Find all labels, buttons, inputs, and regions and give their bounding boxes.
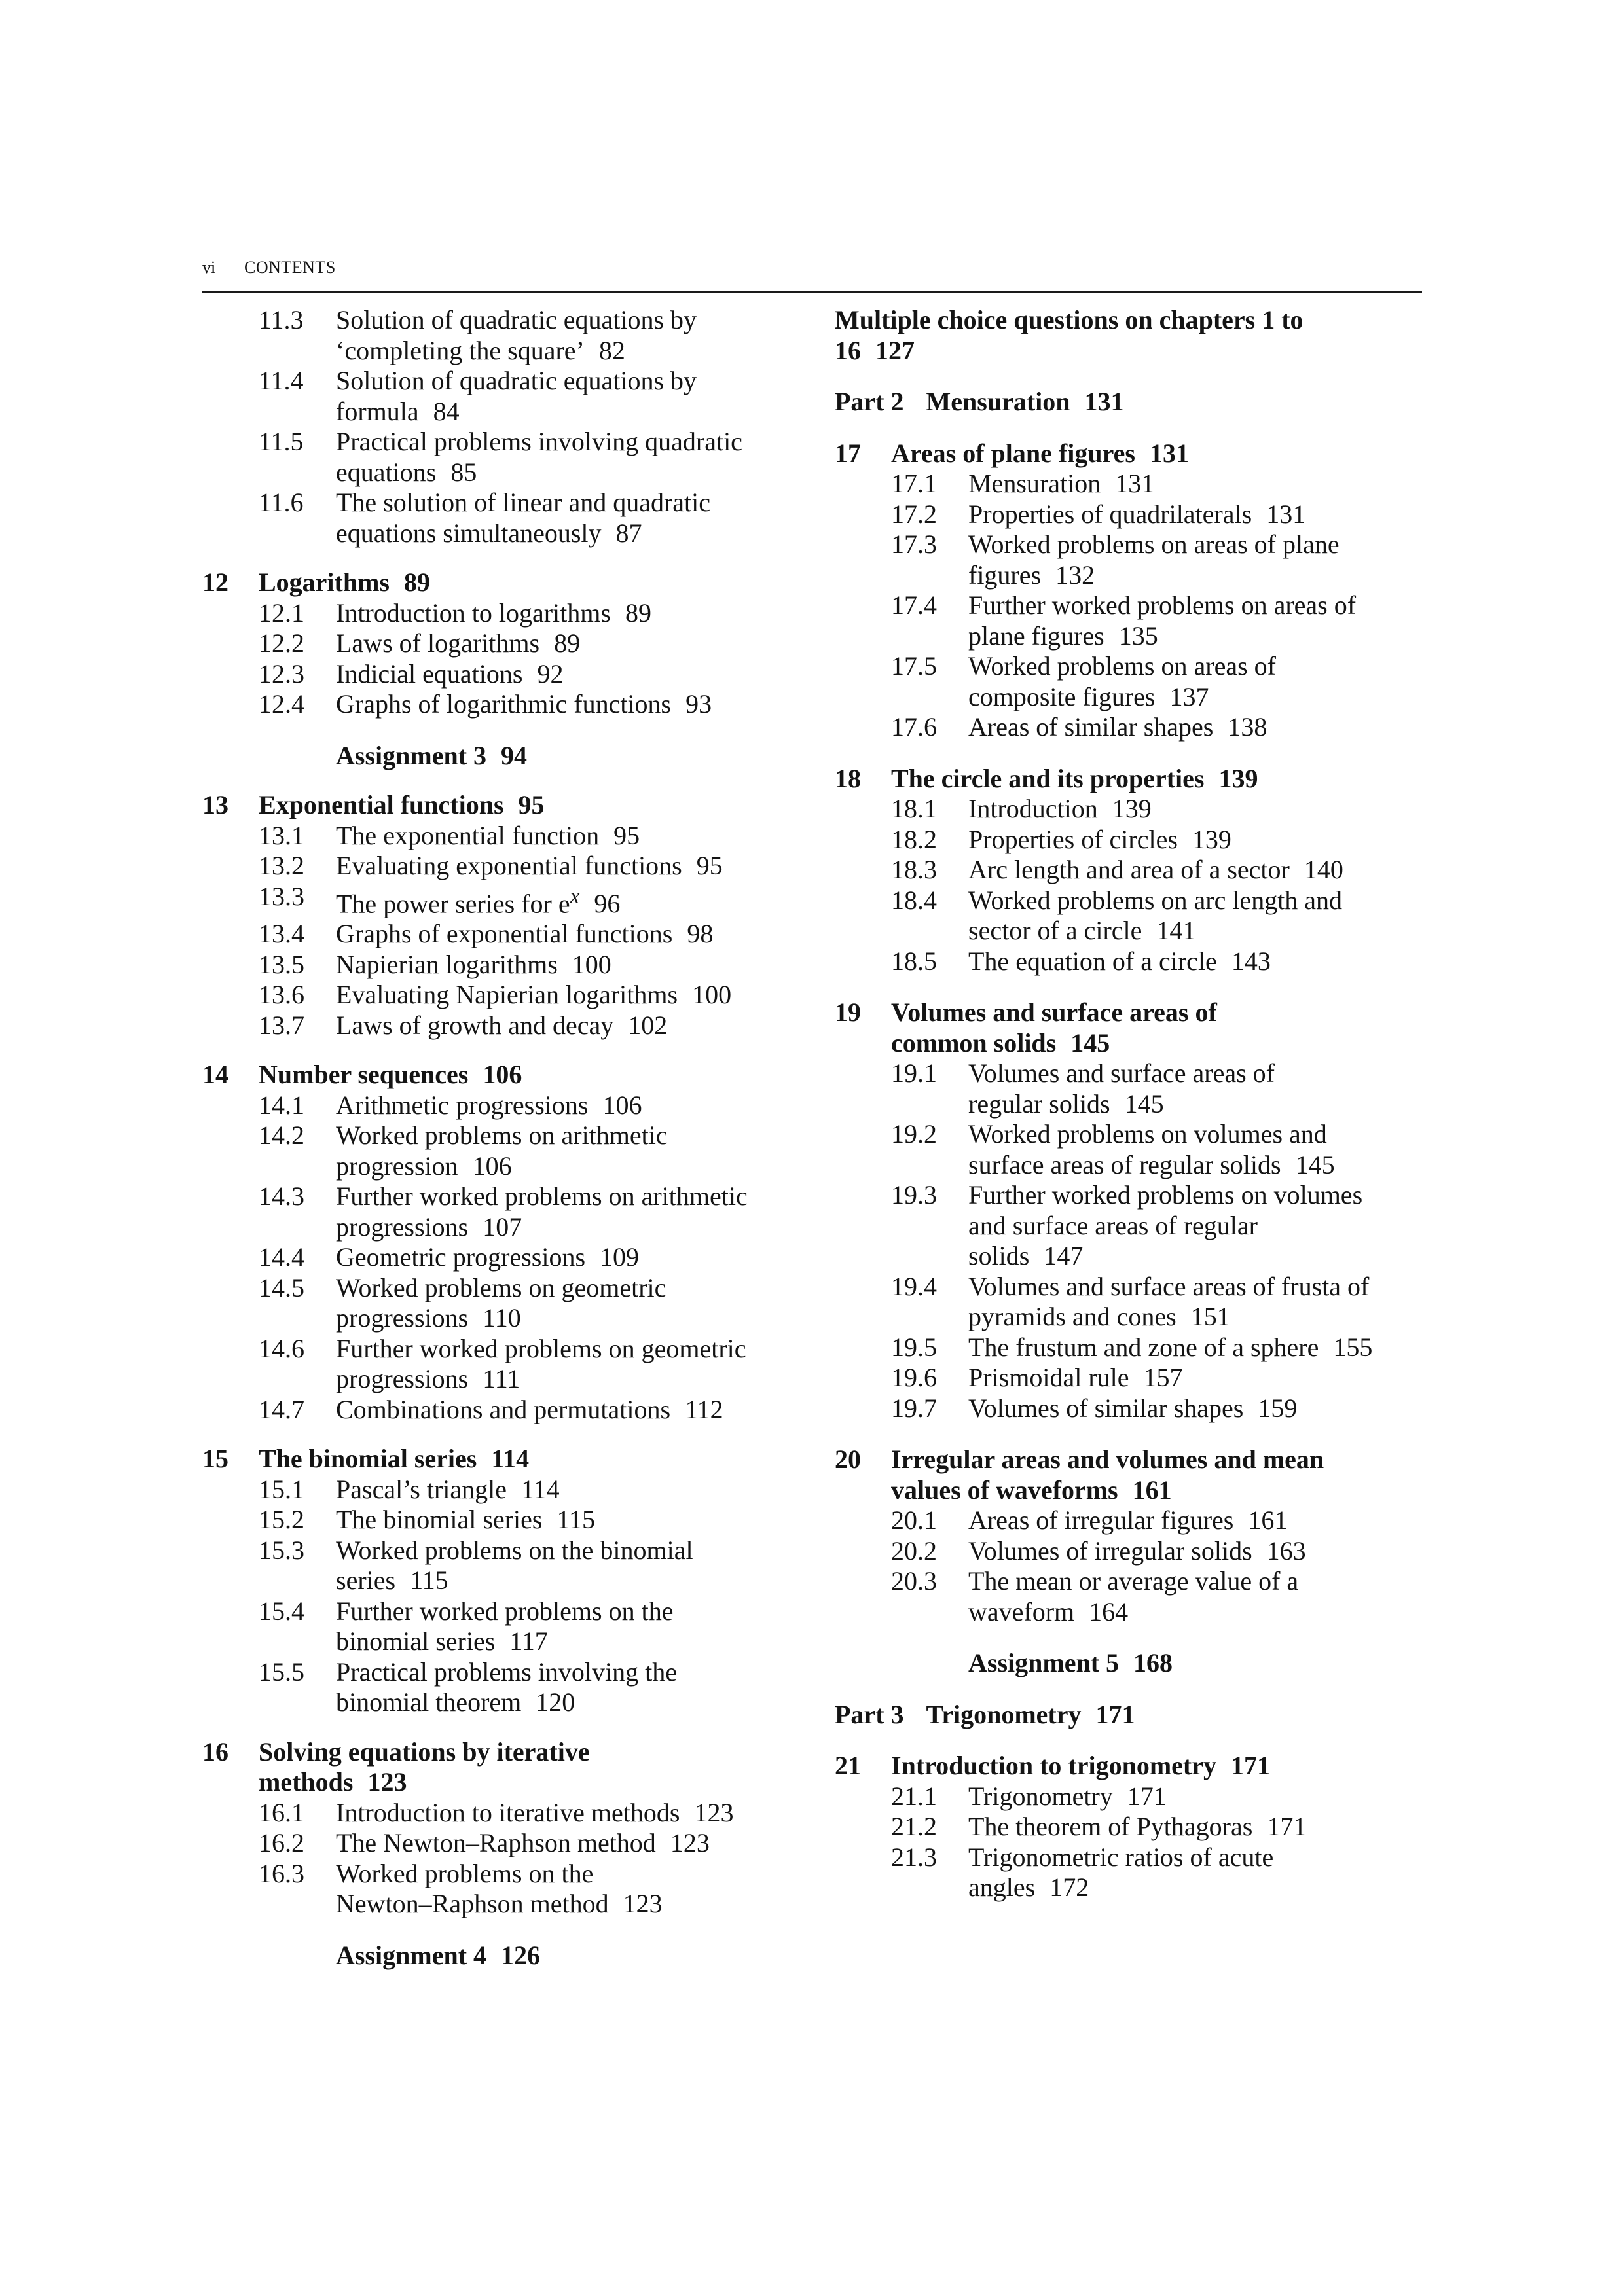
- assignment-3: Assignment 3 94: [336, 740, 528, 770]
- chapter-title: Introduction to trigonometry: [891, 1751, 1216, 1780]
- chapter-heading-12: 12 Logarithms 89: [202, 567, 430, 597]
- toc-entry-16-2: 16.2 The Newton–Raphson method 123: [259, 1828, 710, 1858]
- toc-entry-19-4: 19.4 Volumes and surface areas of frusta of pyramids and cones 151: [891, 1271, 1370, 1331]
- mcq-heading: Multiple choice questions on chapters 1 to 16 127: [835, 305, 1304, 365]
- chapter-heading-17: 17 Areas of plane figures 131: [835, 438, 1189, 468]
- toc-entry-11-3: 11.3 Solution of quadratic equations by ‘completing the square’ 82: [202, 305, 792, 366]
- entry-title: Solution of quadratic equations by: [336, 305, 697, 334]
- toc-entry-13-7: 13.7 Laws of growth and decay 102: [259, 1010, 668, 1040]
- entry-title: The solution of linear and quadratic: [336, 488, 711, 517]
- assignment-4: Assignment 4 126: [336, 1940, 541, 1970]
- toc-entry-17-5: 17.5 Worked problems on areas of composite figures 137: [891, 651, 1276, 711]
- chapter-title-cont: common solids: [891, 1028, 1057, 1058]
- chapter-title: Solving equations by iterative: [259, 1736, 590, 1767]
- chapter-title: Volumes and surface areas of: [891, 997, 1217, 1027]
- page-ref: 84: [433, 396, 460, 426]
- chapter-heading-21: 21 Introduction to trigonometry 171: [835, 1751, 1270, 1780]
- entry-title-cont: formula: [336, 396, 419, 426]
- toc-entry-15-2: 15.2 The binomial series 115: [259, 1505, 595, 1535]
- toc-entry-20-2: 20.2 Volumes of irregular solids 163: [891, 1535, 1306, 1566]
- toc-entry-11-6: 11.6 The solution of linear and quadratic equations simultaneously 87: [202, 488, 792, 548]
- toc-entry-19-7: 19.7 Volumes of similar shapes 159: [891, 1393, 1298, 1423]
- toc-entry-13-1: 13.1 The exponential function 95: [259, 820, 640, 850]
- entry-title: Practical problems involving quadratic: [336, 427, 742, 456]
- part-3-heading: Part 3 Trigonometry 171: [835, 1699, 1135, 1729]
- running-header: [202, 257, 1422, 293]
- toc-entry-20-3: 20.3 The mean or average value of a waveform 164: [891, 1566, 1299, 1626]
- toc-entry-17-1: 17.1 Mensuration 131: [891, 469, 1155, 498]
- toc-right-column: [835, 305, 1424, 1903]
- toc-entry-14-6: 14.6 Further worked problems on geometric progressions 111: [259, 1333, 746, 1394]
- toc-left-column: [202, 305, 792, 1971]
- page-number: vi: [202, 258, 216, 277]
- chapter-title: Logarithms: [259, 567, 390, 597]
- toc-entry-11-5: 11.5 Practical problems involving quadratic equations 85: [202, 427, 792, 488]
- toc-entry-18-4: 18.4 Worked problems on arc length and sector of a circle 141: [891, 885, 1343, 945]
- chapter-heading-20: 20 Irregular areas and volumes and mean values of waveforms 161: [835, 1444, 1424, 1505]
- entry-title: Solution of quadratic equations by: [336, 366, 697, 395]
- page-ref: 87: [615, 518, 642, 548]
- entry-title-cont: ‘completing the square’: [336, 335, 585, 365]
- toc-entry-14-2: 14.2 Worked problems on arithmetic progression 106: [259, 1121, 668, 1181]
- toc-entry-11-4: 11.4 Solution of quadratic equations by formula 84: [202, 366, 792, 427]
- toc-entry-18-1: 18.1 Introduction 139: [891, 794, 1152, 823]
- toc-entry-13-6: 13.6 Evaluating Napierian logarithms 100: [259, 980, 732, 1010]
- chapter-heading-13: 13 Exponential functions 95: [202, 790, 545, 819]
- toc-entry-18-3: 18.3 Arc length and area of a sector 140: [891, 855, 1343, 884]
- toc-entry-20-1: 20.1 Areas of irregular figures 161: [891, 1505, 1288, 1535]
- chapter-title: Areas of plane figures: [891, 438, 1135, 468]
- chapter-title: The binomial series: [259, 1444, 477, 1474]
- part-title: Trigonometry: [926, 1699, 1082, 1729]
- chapter-title-cont: values of waveforms: [891, 1475, 1118, 1505]
- chapter-title-cont: methods: [259, 1767, 354, 1797]
- toc-entry-17-2: 17.2 Properties of quadrilaterals 131: [891, 499, 1306, 529]
- toc-entry-13-3: 13.3 The power series for $e^x$ 96: [259, 881, 621, 918]
- toc-entry-13-5: 13.5 Napierian logarithms 100: [259, 949, 611, 979]
- toc-entry-17-3: 17.3 Worked problems on areas of plane figures 132: [891, 529, 1340, 590]
- toc-entry-21-1: 21.1 Trigonometry 171: [891, 1781, 1167, 1811]
- part-label: Part 2: [835, 387, 904, 416]
- toc-entry-14-3: 14.3 Further worked problems on arithmetic progressions 107: [259, 1181, 748, 1242]
- chapter-heading-16: 16 Solving equations by iterative methods 123: [202, 1737, 792, 1798]
- toc-entry-15-4: 15.4 Further worked problems on the binomial series 117: [259, 1596, 674, 1657]
- superscript-x: x: [570, 884, 580, 908]
- toc-entry-18-5: 18.5 The equation of a circle 143: [891, 946, 1271, 976]
- assignment-5: Assignment 5 168: [968, 1648, 1173, 1677]
- toc-entry-19-5: 19.5 The frustum and zone of a sphere 155: [891, 1332, 1373, 1362]
- chapter-heading-19: 19 Volumes and surface areas of common solids 145: [835, 997, 1424, 1058]
- toc-entry-14-5: 14.5 Worked problems on geometric progressions 110: [259, 1272, 666, 1333]
- chapter-heading-15: 15 The binomial series 114: [202, 1444, 530, 1474]
- toc-entry-12-4: 12.4 Graphs of logarithmic functions 93: [259, 689, 712, 719]
- page-ref: 89: [404, 567, 430, 597]
- page-ref: 82: [598, 335, 625, 365]
- entry-title-cont: equations: [336, 457, 437, 487]
- toc-entry-16-1: 16.1 Introduction to iterative methods 123: [259, 1797, 734, 1827]
- running-title: CONTENTS: [244, 258, 336, 277]
- chapter-title: Exponential functions: [259, 790, 504, 819]
- chapter-heading-14: 14 Number sequences 106: [202, 1060, 522, 1090]
- toc-entry-12-1: 12.1 Introduction to logarithms 89: [259, 598, 651, 628]
- toc-entry-19-2: 19.2 Worked problems on volumes and surface areas of regular solids 145: [891, 1119, 1335, 1179]
- toc-entry-15-3: 15.3 Worked problems on the binomial series 115: [259, 1535, 693, 1596]
- toc-entry-13-2: 13.2 Evaluating exponential functions 95: [259, 851, 723, 880]
- toc-entry-13-4: 13.4 Graphs of exponential functions 98: [259, 919, 714, 949]
- toc-entry-16-3: 16.3 Worked problems on the Newton–Raphson method 123: [259, 1858, 663, 1919]
- page-ref: 85: [450, 457, 477, 487]
- part-2-heading: Part 2 Mensuration 131: [835, 387, 1124, 416]
- toc-entry-17-6: 17.6 Areas of similar shapes 138: [891, 712, 1267, 742]
- toc-entry-15-5: 15.5 Practical problems involving the binomial theorem 120: [259, 1657, 677, 1717]
- toc-entry-19-6: 19.6 Prismoidal rule 157: [891, 1363, 1183, 1392]
- entry-title-cont: equations simultaneously: [336, 518, 602, 548]
- toc-entry-14-7: 14.7 Combinations and permutations 112: [259, 1394, 723, 1424]
- toc-entry-14-1: 14.1 Arithmetic progressions 106: [259, 1090, 642, 1120]
- toc-entry-17-4: 17.4 Further worked problems on areas of plane figures 135: [891, 590, 1357, 651]
- toc-entry-12-3: 12.3 Indicial equations 92: [259, 658, 564, 689]
- toc-entry-21-2: 21.2 The theorem of Pythagoras 171: [891, 1812, 1307, 1841]
- chapter-heading-18: 18 The circle and its properties 139: [835, 763, 1258, 793]
- toc-entry-12-2: 12.2 Laws of logarithms 89: [259, 628, 581, 658]
- toc-entry-19-1: 19.1 Volumes and surface areas of regular solids 145: [891, 1058, 1275, 1119]
- chapter-title: Irregular areas and volumes and mean: [891, 1444, 1324, 1474]
- part-title: Mensuration: [926, 387, 1070, 416]
- toc-entry-19-3: 19.3 Further worked problems on volumes and surface areas of regular solids 147: [891, 1180, 1363, 1270]
- chapter-title: Number sequences: [259, 1060, 469, 1090]
- toc-entry-18-2: 18.2 Properties of circles 139: [891, 824, 1231, 854]
- toc-entry-21-3: 21.3 Trigonometric ratios of acute angles 172: [891, 1842, 1274, 1902]
- chapter-title: The circle and its properties: [891, 763, 1205, 793]
- toc-entry-15-1: 15.1 Pascal’s triangle 114: [259, 1474, 560, 1504]
- part-label: Part 3: [835, 1699, 904, 1729]
- toc-entry-14-4: 14.4 Geometric progressions 109: [259, 1242, 640, 1272]
